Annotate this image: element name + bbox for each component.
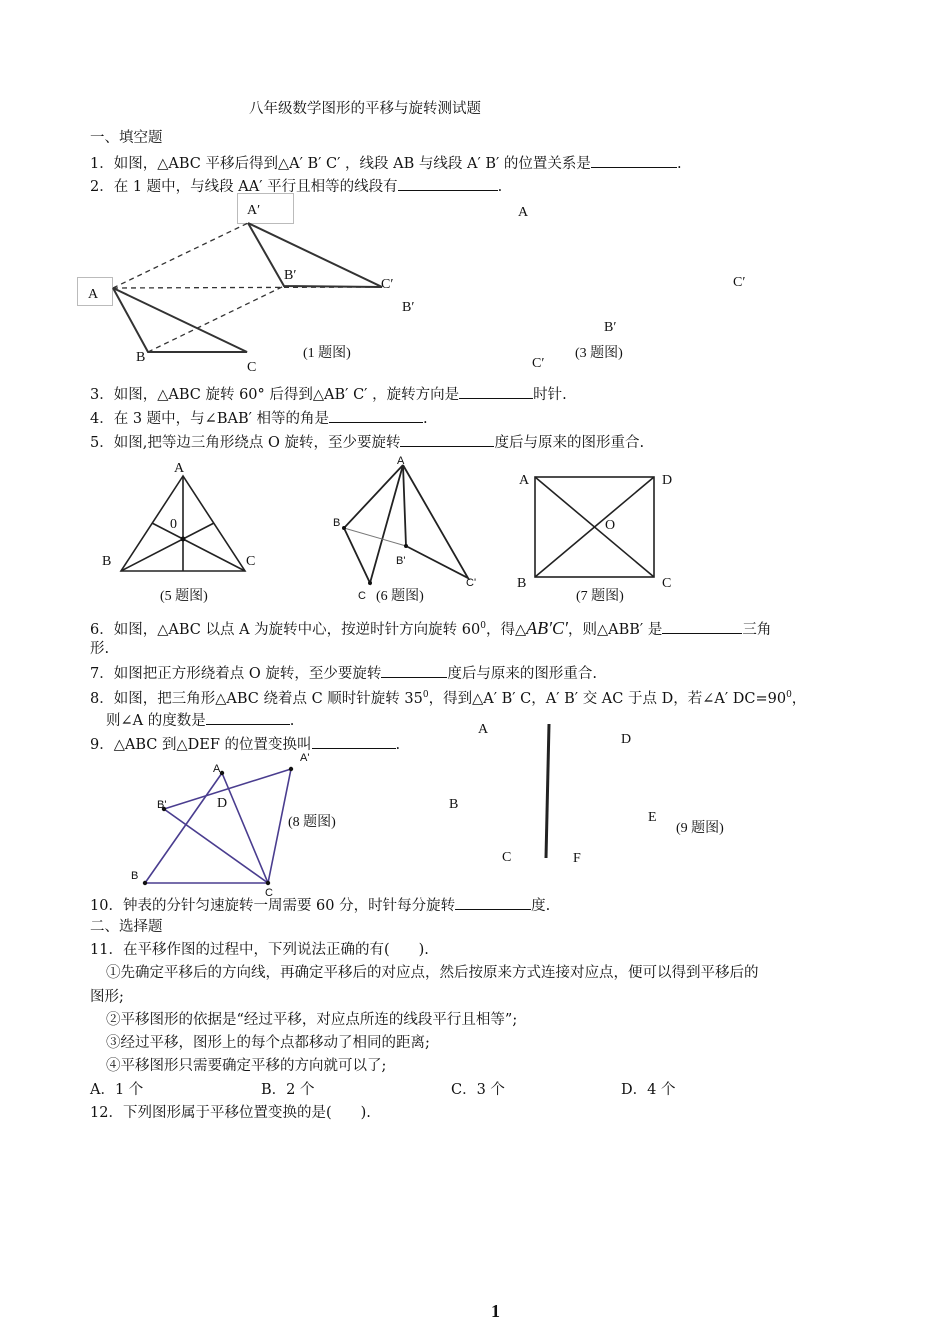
q8-text-2: ，得到△A′ B′ C，A′ B′ 交 AC 于点 D，若∠A′ DC=90 (428, 690, 787, 707)
fig6-caption: (6 题图) (376, 589, 424, 604)
q11-option-c[interactable]: C．3 个 (451, 1082, 505, 1098)
q11-statement-4: ④平移图形只需要确定平移的方向就可以了; (106, 1058, 387, 1074)
fig6-label-c: C (358, 590, 366, 602)
q6-math: AB′C′ (526, 617, 568, 638)
fig1-label-a1: A′ (247, 203, 261, 218)
fig3-label-b1: B′ (604, 320, 617, 335)
q11-option-d[interactable]: D．4 个 (621, 1082, 676, 1098)
q2-end: . (497, 179, 503, 195)
q11-option-a[interactable]: A．1 个 (90, 1082, 144, 1098)
fig7-label-c: C (662, 576, 672, 591)
fig3-label-c1: C′ (532, 356, 545, 371)
section-heading-fill-in: 一、填空题 (90, 130, 163, 146)
answer-blank[interactable] (455, 895, 531, 910)
q7-end: 度后与原来的图形重合. (447, 666, 597, 682)
fig5-label-a: A (174, 461, 185, 476)
fig9-label-b: B (449, 797, 459, 812)
page-number: 1 (491, 1301, 500, 1321)
q8-text: 8．如图，把三角形△ABC 绕着点 C 顺时针旋转 35 (90, 690, 423, 707)
q8-sup: 0 (786, 690, 792, 700)
fig1-label-b: B (136, 350, 146, 365)
q9-end: . (395, 737, 401, 753)
page-title: 八年级数学图形的平移与旋转测试题 (249, 101, 481, 117)
fig8-label-a: A (213, 763, 221, 775)
fig8-caption: (8 题图) (288, 815, 336, 830)
q8-text-4: 则∠A 的度数是 (106, 713, 206, 729)
q1-end: . (676, 156, 682, 172)
fig8-label-d: D (217, 796, 228, 811)
q5-text: 5．如图,把等边三角形绕点 O 旋转，至少要旋转 (90, 435, 401, 451)
q7-text: 7．如图把正方形绕着点 O 旋转，至少要旋转 (90, 666, 382, 682)
q8-end: . (289, 713, 295, 729)
fig5-label-b: B (102, 554, 112, 569)
question-12: 12．下列图形属于平移位置变换的是( ). (90, 1105, 371, 1121)
fig1-label-c1: C′ (381, 277, 394, 292)
fig1-label-b1: B′ (284, 268, 297, 283)
fig8-label-a1: A' (300, 752, 310, 764)
fig6-label-b: B (333, 517, 341, 529)
q8-sup: 0 (422, 690, 429, 700)
fig8-label-c: C (265, 887, 273, 899)
q11-statement-3: ③经过平移，图形上的每个点都移动了相同的距离; (106, 1035, 430, 1051)
fig9-label-e: E (648, 810, 657, 825)
fig9-label-d: D (621, 732, 632, 747)
q6-text-3: ，则△ABB′ 是 (568, 621, 663, 638)
q3-end: 时针. (533, 387, 567, 403)
fig9-label-f: F (573, 851, 581, 866)
q4-text: 4．在 3 题中，与∠BAB′ 相等的角是 (90, 411, 330, 427)
q6-text-4: 三角 (742, 621, 772, 638)
q11-statement-1-cont: 图形; (90, 989, 124, 1005)
section-heading-choice: 二、选择题 (90, 919, 163, 935)
fig1-label-a: A (88, 287, 99, 302)
q1-text: 1．如图，△ABC 平移后得到△A′ B′ C′ ，线段 AB 与线段 A′ B′ 的位置关系是 (90, 156, 591, 172)
q2-text: 2．在 1 题中，与线段 AA′ 平行且相等的线段有 (90, 179, 398, 195)
question-6-cont: 形. (90, 641, 110, 657)
q11-statement-1: ①先确定平移后的方向线，再确定平移后的对应点，然后按原来方式连接对应点，便可以得到平移后的 (106, 965, 759, 981)
fig7-caption: (7 题图) (576, 589, 624, 604)
q3-text: 3．如图，△ABC 旋转 60° 后得到△AB′ C′ ，旋转方向是 (90, 387, 460, 403)
fig7-label-b: B (517, 576, 527, 591)
q9-text: 9．△ABC 到△DEF 的位置变换叫 (90, 737, 312, 753)
q8-text-3: ， (791, 690, 807, 707)
fig7-label-o: O (605, 518, 616, 533)
fig6-label-b1: B' (396, 555, 406, 567)
fig6-label-a: A (397, 455, 405, 467)
q4-end: . (423, 411, 428, 427)
fig3-caption: (3 题图) (575, 346, 623, 361)
fig8-label-b1: B' (157, 799, 167, 811)
fig3-label-a: A (518, 205, 529, 220)
fig1-label-c: C (247, 360, 257, 375)
fig9-caption: (9 题图) (676, 821, 724, 836)
fig5-label-o: 0 (170, 517, 177, 532)
question-10 (90, 895, 550, 915)
q6-sup: 0 (480, 621, 486, 631)
q11-option-b[interactable]: B．2 个 (261, 1082, 315, 1098)
fig8-label-b: B (131, 870, 139, 882)
fig3-label-b1: B′ (402, 300, 415, 315)
fig5-caption: (5 题图) (160, 589, 208, 604)
q6-text-2: ，得△ (485, 621, 527, 638)
fig7-label-d: D (662, 473, 673, 488)
q10-end: 度. (531, 898, 551, 914)
fig9-label-a: A (478, 722, 489, 737)
q10-text: 10．钟表的分针匀速旋转一周需要 60 分，时针每分旋转 (90, 898, 456, 914)
question-11-stem: 11．在平移作图的过程中，下列说法正确的有( ). (90, 942, 429, 958)
fig9-label-c: C (502, 850, 512, 865)
q6-text: 6．如图，△ABC 以点 A 为旋转中心，按逆时针方向旋转 60 (90, 621, 481, 638)
q5-end: 度后与原来的图形重合. (494, 435, 645, 451)
fig3-label-c1: C′ (733, 275, 746, 290)
q11-statement-2: ②平移图形的依据是“经过平移，对应点所连的线段平行且相等”; (106, 1012, 518, 1028)
fig1-caption: (1 题图) (303, 346, 351, 361)
fig7-label-a: A (519, 473, 530, 488)
fig6-label-c1: C' (466, 577, 477, 589)
fig5-label-c: C (246, 554, 256, 569)
